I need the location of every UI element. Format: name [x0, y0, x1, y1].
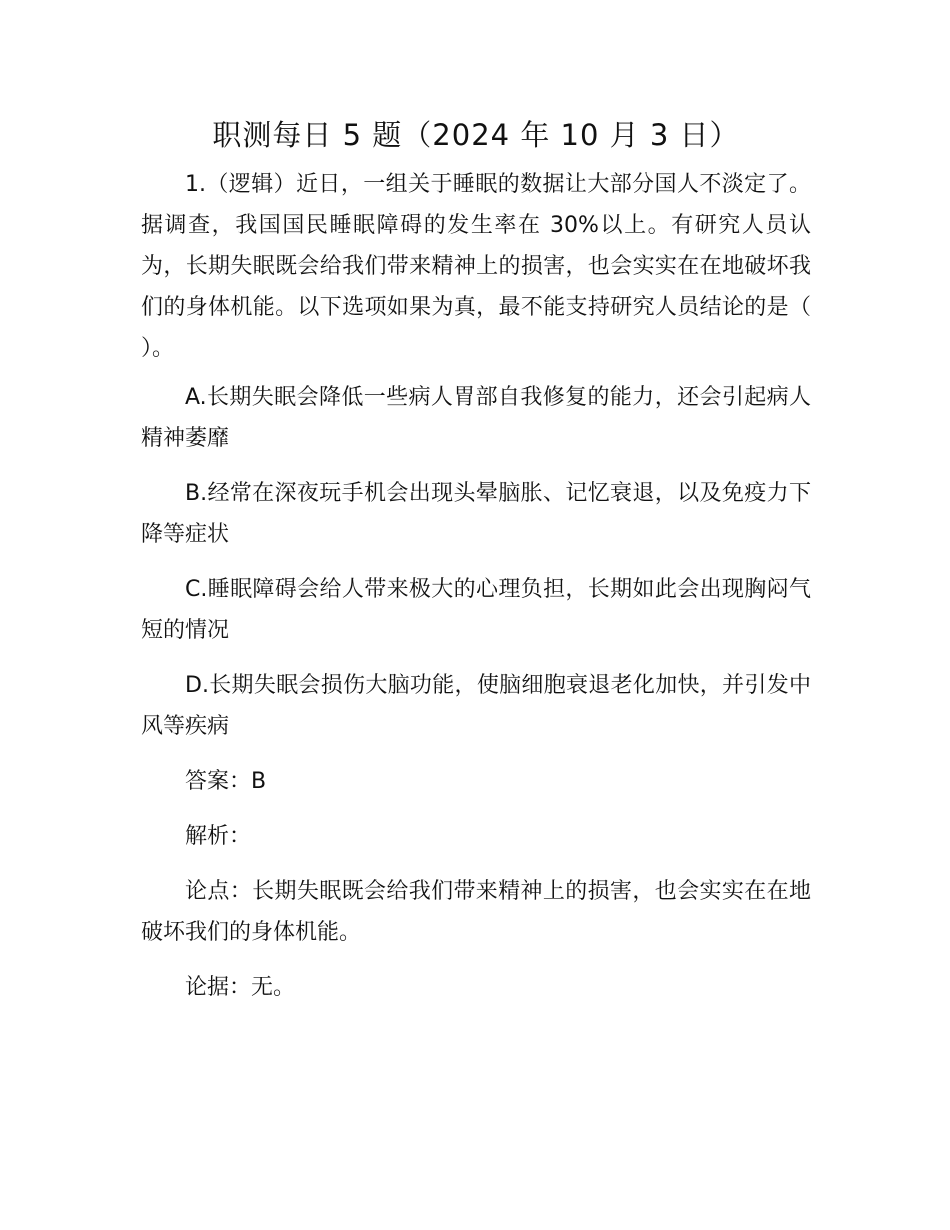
- document-page: [141, 112, 811, 1022]
- option-c: C.睡眠障碍会给人带来极大的心理负担，长期如此会出现胸闷气短的情况: [141, 577, 811, 643]
- option-d: D.长期失眠会损伤大脑功能，使脑细胞衰退老化加快，并引发中风等疾病: [141, 673, 811, 739]
- document-title: 职测每日 5 题（2024 年 10 月 3 日）: [212, 118, 740, 152]
- option-a: A.长期失眠会降低一些病人胃部自我修复的能力，还会引起病人精神萎靡: [141, 385, 811, 451]
- evidence-line: 论据：无。: [185, 975, 296, 1000]
- answer-line: 答案：B: [185, 769, 267, 794]
- analysis-label: 解析：: [185, 824, 252, 849]
- argument-line: 论点：长期失眠既会给我们带来精神上的损害，也会实实在在地破坏我们的身体机能。: [141, 879, 811, 945]
- option-b: B.经常在深夜玩手机会出现头晕脑胀、记忆衰退，以及免疫力下降等症状: [141, 481, 811, 547]
- question-stem: 1.（逻辑）近日，一组关于睡眠的数据让大部分国人不淡定了。据调查，我国国民睡眠障碍的发生率在 30%以上。有研究人员认为，长期失眠既会给我们带来精神上的损害，也会实实在在地破坏我们的身体机能。以下选项如果为真，最不能支持研究人员结论的是（ ）。: [141, 172, 811, 361]
